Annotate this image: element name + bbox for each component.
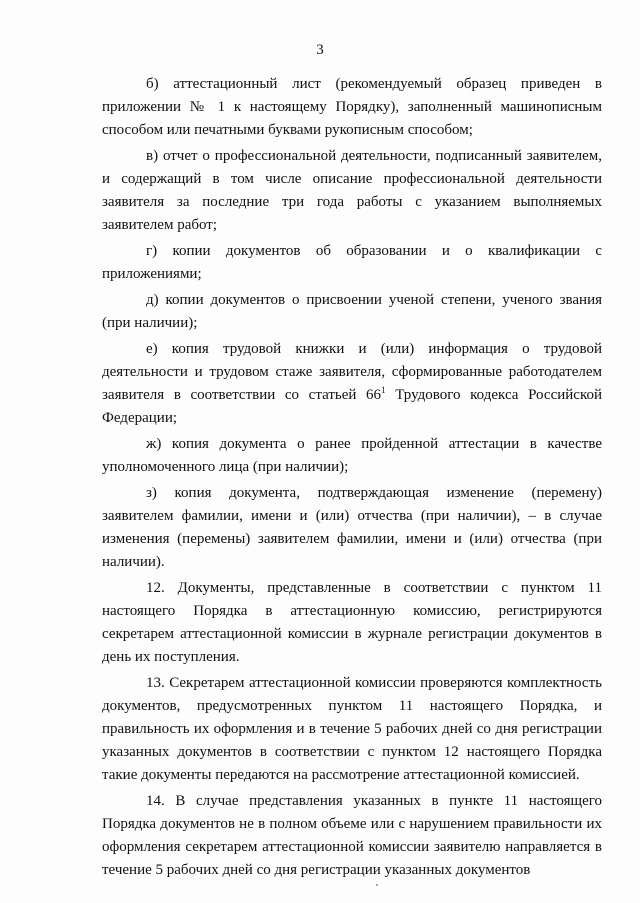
paragraph-e (102, 338, 602, 430)
scan-speck (376, 884, 378, 886)
paragraph-12: 12. Документы, представленные в соответствии с пунктом 11 настоящего Порядка в аттестационную комиссию, регистрируются секретарем аттестационной комиссии в журнале регистрации документов в день их поступления. (102, 580, 602, 665)
paragraph-g: г) копии документов об образовании и о квалификации с приложениями; (102, 243, 602, 282)
paragraph-v: в) отчет о профессиональной деятельности, подписанный заявителем, и содержащий в том числе описание профессиональной деятельности заявителя за последние три года работы с указанием выполняемых заявителем работ; (102, 148, 602, 233)
paragraph-d: д) копии документов о присвоении ученой степени, ученого звания (при наличии); (102, 292, 602, 331)
article-superscript: 1 (381, 385, 386, 395)
paragraph-zh: ж) копия документа о ранее пройденной аттестации в качестве уполномоченного лица (при наличии); (102, 436, 602, 475)
paragraph-13: 13. Секретарем аттестационной комиссии проверяются комплектность документов, предусмотренных пунктом 11 настоящего Порядка, и правильность их оформления и в течение 5 рабочих дней со дня регистрации указанных документов в соответствии с пунктом 12 настоящего Порядка такие документы передаются на рассмотрение аттестационной комиссией. (102, 675, 602, 783)
paragraph-z: з) копия документа, подтверждающая изменение (перемену) заявителем фамилии, имени и (или) отчества (при наличии), – в случае изменения (перемены) заявителем фамилии, имени и (или) отчества (при наличии). (102, 485, 602, 570)
paragraph-e-tail: Трудового кодекса Российской Федерации; (102, 387, 602, 426)
document-body (102, 73, 602, 882)
paragraph-14: 14. В случае представления указанных в пункте 11 настоящего Порядка документов не в полном объеме или с нарушением правильности их оформления секретарем аттестационной комиссии заявителю направляется в течение 5 рабочих дней со дня регистрации указанных документов (102, 793, 602, 878)
paragraph-b: б) аттестационный лист (рекомендуемый образец приведен в приложении № 1 к настоящему Порядку), заполненный машинописным способом или печатными буквами рукописным способом; (102, 76, 602, 138)
page-number: 3 (316, 42, 324, 58)
paragraph-e-text: е) копия трудовой книжки и (или) информация о трудовой деятельности и трудовом стаже заявителя, сформированные работодателем заявителя в соответствии со статьей 66 (102, 341, 602, 403)
